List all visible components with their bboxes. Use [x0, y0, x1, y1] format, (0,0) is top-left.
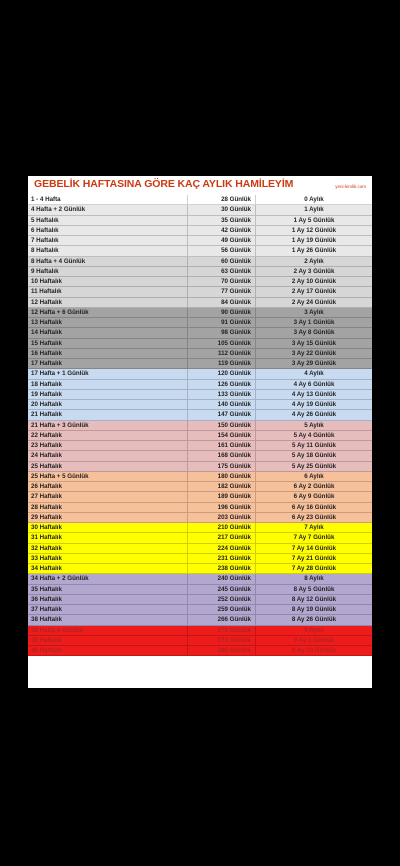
table-body	[28, 195, 372, 656]
week-cell: 5 Haftalık	[28, 216, 188, 225]
table-row	[28, 451, 372, 461]
months-cell: 4 Ay 13 Günlük	[291, 390, 337, 398]
days-cell: 133 Günlük	[188, 390, 256, 399]
days-cell: 42 Günlük	[188, 226, 256, 235]
week-cell: 25 Haftalık	[28, 462, 188, 471]
days-cell: 224 Günlük	[188, 544, 256, 553]
months-cell: 5 Ay 18 Günlük	[291, 452, 337, 460]
days-cell: 240 Günlük	[188, 574, 256, 583]
week-cell: 39 Haftalık	[28, 636, 188, 645]
table-row	[28, 564, 372, 574]
months-cell: 0 Aylık	[304, 196, 324, 203]
months-cell: 2 Ay 24 Günlük	[291, 298, 337, 306]
months-cell: 4 Aylık	[304, 370, 324, 378]
months-cell: 9 Ay 10 Günlük	[291, 647, 337, 654]
week-cell: 38 Haftalık	[28, 615, 188, 624]
days-cell: 203 Günlük	[188, 513, 256, 522]
table-row	[28, 400, 372, 410]
table-row	[28, 277, 372, 287]
days-cell: 259 Günlük	[188, 605, 256, 614]
week-cell: 17 Hafta + 1 Günlük	[28, 369, 188, 378]
months-cell: 6 Ay 9 Günlük	[293, 493, 335, 501]
week-cell: 9 Haftalık	[28, 267, 188, 276]
table-row	[28, 523, 372, 533]
table-row	[28, 585, 372, 595]
days-cell: 77 Günlük	[188, 287, 256, 296]
months-cell: 8 Ay 5 Günlük	[293, 585, 335, 593]
months-cell: 6 Ay 16 Günlük	[291, 503, 337, 511]
week-cell: 22 Haftalık	[28, 431, 188, 440]
table-row	[28, 257, 372, 267]
pregnancy-table-sheet	[28, 176, 372, 688]
week-cell: 38 Hafta 4 Günlük	[28, 626, 188, 635]
days-cell: 238 Günlük	[188, 564, 256, 573]
week-cell: 29 Haftalık	[28, 513, 188, 522]
months-cell: 5 Ay 11 Günlük	[292, 442, 336, 449]
week-cell: 6 Haftalık	[28, 226, 188, 235]
months-cell: 1 Ay 12 Günlük	[291, 226, 337, 234]
table-row	[28, 533, 372, 543]
days-cell: 175 Günlük	[188, 462, 256, 471]
table-row	[28, 441, 372, 451]
week-cell: 35 Haftalık	[28, 585, 188, 594]
months-cell: 1 Aylık	[304, 206, 324, 214]
months-cell: 2 Ay 17 Günlük	[291, 288, 337, 296]
days-cell: 231 Günlük	[188, 554, 256, 563]
week-cell: 13 Haftalık	[28, 318, 188, 327]
week-cell: 15 Haftalık	[28, 339, 188, 348]
days-cell: 84 Günlük	[188, 298, 256, 307]
months-cell: 3 Ay 15 Günlük	[291, 339, 337, 347]
week-cell: 14 Haftalık	[28, 328, 188, 337]
week-cell: 12 Haftalık	[28, 298, 188, 307]
months-cell: 7 Ay 28 Günlük	[291, 565, 337, 572]
months-cell: 2 Ay 3 Günlük	[293, 267, 335, 275]
table-row	[28, 431, 372, 441]
months-cell: 3 Ay 8 Günlük	[293, 329, 335, 337]
months-cell: 8 Ay 19 Günlük	[291, 606, 337, 613]
week-cell: 30 Haftalık	[28, 523, 188, 532]
months-cell: 5 Ay 4 Günlük	[293, 431, 335, 439]
months-cell: 3 Ay 29 Günlük	[291, 360, 337, 367]
week-cell: 23 Haftalık	[28, 441, 188, 450]
table-row	[28, 595, 372, 605]
table-row	[28, 380, 372, 390]
months-cell: 2 Aylık	[304, 257, 324, 265]
days-cell: 273 Günlük	[188, 636, 256, 645]
table-row	[28, 646, 372, 656]
table-row	[28, 462, 372, 472]
week-cell: 32 Haftalık	[28, 544, 188, 553]
days-cell: 189 Günlük	[188, 492, 256, 501]
week-cell: 8 Haftalık	[28, 246, 188, 255]
days-cell: 35 Günlük	[188, 216, 256, 225]
table-row	[28, 390, 372, 400]
days-cell: 49 Günlük	[188, 236, 256, 245]
table-row	[28, 421, 372, 431]
week-cell: 4 Hafta + 2 Günlük	[28, 205, 188, 214]
table-row	[28, 574, 372, 584]
months-cell: 5 Ay 25 Günlük	[291, 462, 337, 470]
months-cell: 1 Ay 19 Günlük	[291, 237, 337, 244]
days-cell: 119 Günlük	[188, 359, 256, 368]
days-cell: 270 Günlük	[188, 626, 256, 635]
months-cell: 9 Ay 3 Günlük	[293, 636, 335, 644]
week-cell: 26 Haftalık	[28, 482, 188, 491]
months-cell: 3 Aylık	[304, 308, 324, 316]
days-cell: 30 Günlük	[188, 205, 256, 214]
table-row	[28, 472, 372, 482]
table-row	[28, 503, 372, 513]
week-cell: 16 Haftalık	[28, 349, 188, 358]
week-cell: 1 - 4 Hafta	[28, 195, 188, 204]
months-cell: 7 Ay 14 Günlük	[291, 544, 337, 552]
days-cell: 168 Günlük	[188, 451, 256, 460]
title-row	[28, 176, 372, 195]
table-row	[28, 267, 372, 277]
days-cell: 147 Günlük	[188, 410, 256, 419]
week-cell: 18 Haftalık	[28, 380, 188, 389]
week-cell: 20 Haftalık	[28, 400, 188, 409]
week-cell: 21 Haftalık	[28, 410, 188, 419]
table-row	[28, 369, 372, 379]
table-row	[28, 349, 372, 359]
week-cell: 40 Haftalık	[28, 646, 188, 655]
week-cell: 27 Haftalık	[28, 492, 188, 501]
days-cell: 280 Günlük	[188, 646, 256, 655]
months-cell: 7 Ay 21 Günlük	[291, 554, 337, 562]
days-cell: 126 Günlük	[188, 380, 256, 389]
months-cell: 1 Ay 5 Günlük	[293, 216, 335, 224]
days-cell: 161 Günlük	[188, 441, 256, 450]
week-cell: 24 Haftalık	[28, 451, 188, 460]
days-cell: 182 Günlük	[188, 482, 256, 491]
months-cell: 2 Ay 10 Günlük	[291, 278, 337, 285]
days-cell: 180 Günlük	[188, 472, 256, 481]
week-cell: 37 Haftalık	[28, 605, 188, 614]
week-cell: 33 Haftalık	[28, 554, 188, 563]
days-cell: 112 Günlük	[188, 349, 256, 358]
days-cell: 60 Günlük	[188, 257, 256, 266]
table-row	[28, 513, 372, 523]
months-cell: 5 Aylık	[304, 421, 324, 429]
week-cell: 17 Haftalık	[28, 359, 188, 368]
months-cell: 3 Ay 1 Günlük	[293, 319, 335, 326]
table-row	[28, 287, 372, 297]
table-row	[28, 236, 372, 246]
months-cell: 4 Ay 26 Günlük	[291, 411, 337, 419]
days-cell: 266 Günlük	[188, 615, 256, 624]
days-cell: 98 Günlük	[188, 328, 256, 337]
table-row	[28, 226, 372, 236]
days-cell: 140 Günlük	[188, 400, 256, 409]
week-cell: 7 Haftalık	[28, 236, 188, 245]
week-cell: 12 Hafta + 6 Günlük	[28, 308, 188, 317]
months-cell: 3 Ay 22 Günlük	[291, 349, 337, 357]
week-cell: 34 Hafta + 2 Günlük	[28, 574, 188, 583]
table-row	[28, 544, 372, 554]
week-cell: 19 Haftalık	[28, 390, 188, 399]
week-cell: 10 Haftalık	[28, 277, 188, 286]
months-cell: 7 Aylık	[304, 524, 324, 531]
table-row	[28, 482, 372, 492]
days-cell: 70 Günlük	[188, 277, 256, 286]
days-cell: 245 Günlük	[188, 585, 256, 594]
months-cell: 9 Aylık	[304, 626, 324, 634]
table-row	[28, 195, 372, 205]
table-row	[28, 554, 372, 564]
table-row	[28, 359, 372, 369]
days-cell: 90 Günlük	[188, 308, 256, 317]
week-cell: 11 Haftalık	[28, 287, 188, 296]
days-cell: 63 Günlük	[188, 267, 256, 276]
table-row	[28, 339, 372, 349]
months-cell: 6 Ay 2 Günlük	[293, 483, 335, 490]
days-cell: 91 Günlük	[188, 318, 256, 327]
week-cell: 21 Hafta + 3 Günlük	[28, 421, 188, 430]
days-cell: 120 Günlük	[188, 369, 256, 378]
table-row	[28, 328, 372, 338]
days-cell: 252 Günlük	[188, 595, 256, 604]
days-cell: 196 Günlük	[188, 503, 256, 512]
source-label: yeni-kimlik.com	[335, 184, 366, 189]
week-cell: 25 Hafta + 5 Günlük	[28, 472, 188, 481]
table-row	[28, 492, 372, 502]
table-row	[28, 205, 372, 215]
months-cell: 4 Ay 19 Günlük	[291, 401, 337, 408]
months-cell: 8 Ay 12 Günlük	[291, 595, 337, 603]
days-cell: 217 Günlük	[188, 533, 256, 542]
months-cell: 1 Ay 26 Günlük	[291, 247, 337, 255]
months-cell: 4 Ay 6 Günlük	[293, 380, 335, 388]
months-cell: 6 Ay 23 Günlük	[291, 513, 337, 521]
week-cell: 28 Haftalık	[28, 503, 188, 512]
days-cell: 28 Günlük	[188, 195, 256, 204]
table-row	[28, 308, 372, 318]
days-cell: 105 Günlük	[188, 339, 256, 348]
table-row	[28, 318, 372, 328]
days-cell: 210 Günlük	[188, 523, 256, 532]
page-title: GEBELİK HAFTASINA GÖRE KAÇ AYLIK HAMİLEYİM	[34, 178, 294, 190]
table-row	[28, 626, 372, 636]
days-cell: 56 Günlük	[188, 246, 256, 255]
week-cell: 36 Haftalık	[28, 595, 188, 604]
months-cell: 8 Ay 26 Günlük	[291, 616, 337, 624]
table-row	[28, 410, 372, 420]
months-cell: 8 Aylık	[304, 575, 324, 583]
week-cell: 34 Haftalık	[28, 564, 188, 573]
table-row	[28, 246, 372, 256]
table-row	[28, 615, 372, 625]
table-row	[28, 636, 372, 646]
days-cell: 154 Günlük	[188, 431, 256, 440]
week-cell: 8 Hafta + 4 Günlük	[28, 257, 188, 266]
months-cell: 7 Ay 7 Günlük	[293, 534, 335, 542]
days-cell: 150 Günlük	[188, 421, 256, 430]
week-cell: 31 Haftalık	[28, 533, 188, 542]
table-row	[28, 216, 372, 226]
table-row	[28, 298, 372, 308]
table-row	[28, 605, 372, 615]
months-cell: 6 Aylık	[304, 472, 324, 480]
